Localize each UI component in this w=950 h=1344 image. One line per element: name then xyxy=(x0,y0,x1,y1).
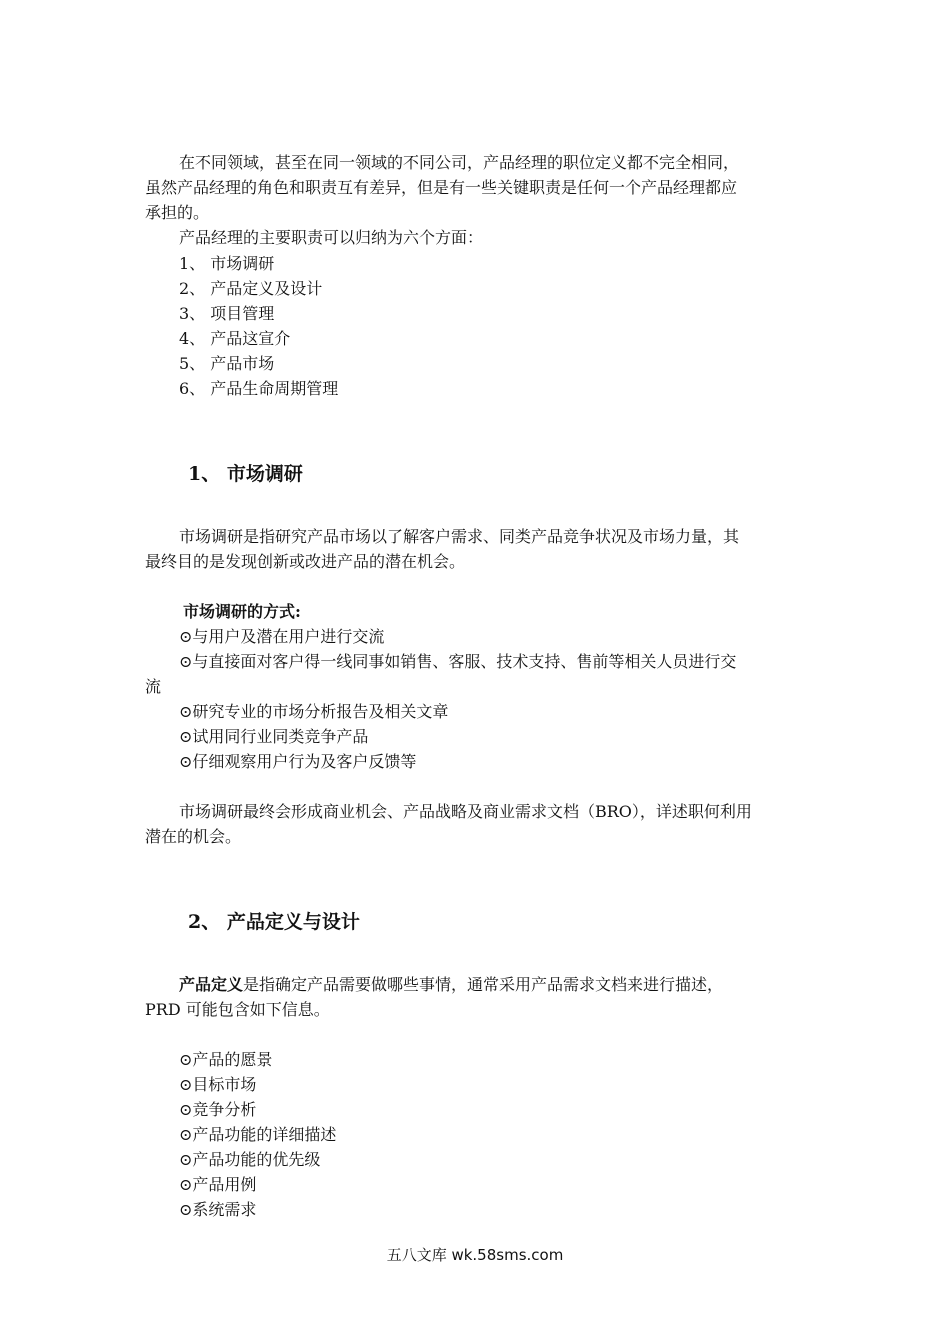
section2-paragraph-line xyxy=(179,972,723,997)
section1-paragraph-line: 最终目的是发现创新或改进产品的潜在机会。 xyxy=(145,552,466,571)
bullet-item: ⊙与用户及潜在用户进行交流 xyxy=(179,627,385,646)
bullet-item: ⊙产品功能的优先级 xyxy=(179,1150,321,1169)
bullet-item: ⊙产品功能的详细描述 xyxy=(179,1125,337,1144)
bullet-item: ⊙产品用例 xyxy=(179,1175,257,1194)
section2-paragraph-line: PRD 可能包含如下信息。 xyxy=(145,1000,330,1019)
bullet-item: ⊙系统需求 xyxy=(179,1200,257,1219)
list-item: 1、 市场调研 xyxy=(179,254,275,273)
section1-conclusion-line: 潜在的机会。 xyxy=(145,827,242,846)
bullet-item: ⊙目标市场 xyxy=(179,1075,257,1094)
section-heading: 2、 产品定义与设计 xyxy=(188,911,360,933)
bullet-item: ⊙试用同行业同类竞争产品 xyxy=(179,727,369,746)
bullet-item: ⊙竞争分析 xyxy=(179,1100,257,1119)
bullet-item-continuation: 流 xyxy=(145,677,162,696)
page-footer: 五八文库 wk.58sms.com xyxy=(386,1246,564,1264)
paragraph-text: 是指确定产品需要做哪些事情，通常采用产品需求文档来进行描述， xyxy=(243,975,724,994)
bullet-item: ⊙产品的愿景 xyxy=(179,1050,273,1069)
bold-term: 产品定义 xyxy=(179,975,244,994)
list-item: 2、 产品定义及设计 xyxy=(179,279,323,298)
bullet-item: ⊙与直接面对客户得一线同事如销售、客服、技术支持、售前等相关人员进行交 xyxy=(179,652,737,671)
section1-conclusion-line: 市场调研最终会形成商业机会、产品战略及商业需求文档（BRO），详述职何利用 xyxy=(179,802,752,821)
list-item: 6、 产品生命周期管理 xyxy=(179,379,339,398)
bullet-item: ⊙研究专业的市场分析报告及相关文章 xyxy=(179,702,449,721)
list-item: 4、 产品这宣介 xyxy=(179,329,291,348)
list-item: 5、 产品市场 xyxy=(179,354,275,373)
intro-paragraph-line: 在不同领域，甚至在同一领域的不同公司，产品经理的职位定义都不完全相同， xyxy=(179,153,740,172)
bullet-item: ⊙仔细观察用户行为及客户反馈等 xyxy=(179,752,417,771)
intro-paragraph-line: 虽然产品经理的角色和职责互有差异，但是有一些关键职责是任何一个产品经理都应 xyxy=(145,178,738,197)
intro-paragraph-line: 承担的。 xyxy=(145,203,210,222)
intro-summary: 产品经理的主要职责可以归纳为六个方面： xyxy=(179,228,484,247)
section-heading: 1、 市场调研 xyxy=(188,463,303,485)
list-item: 3、 项目管理 xyxy=(179,304,275,323)
section1-paragraph-line: 市场调研是指研究产品市场以了解客户需求、同类产品竞争状况及市场力量，其 xyxy=(179,527,740,546)
section1-subheading: 市场调研的方式: xyxy=(183,602,301,621)
